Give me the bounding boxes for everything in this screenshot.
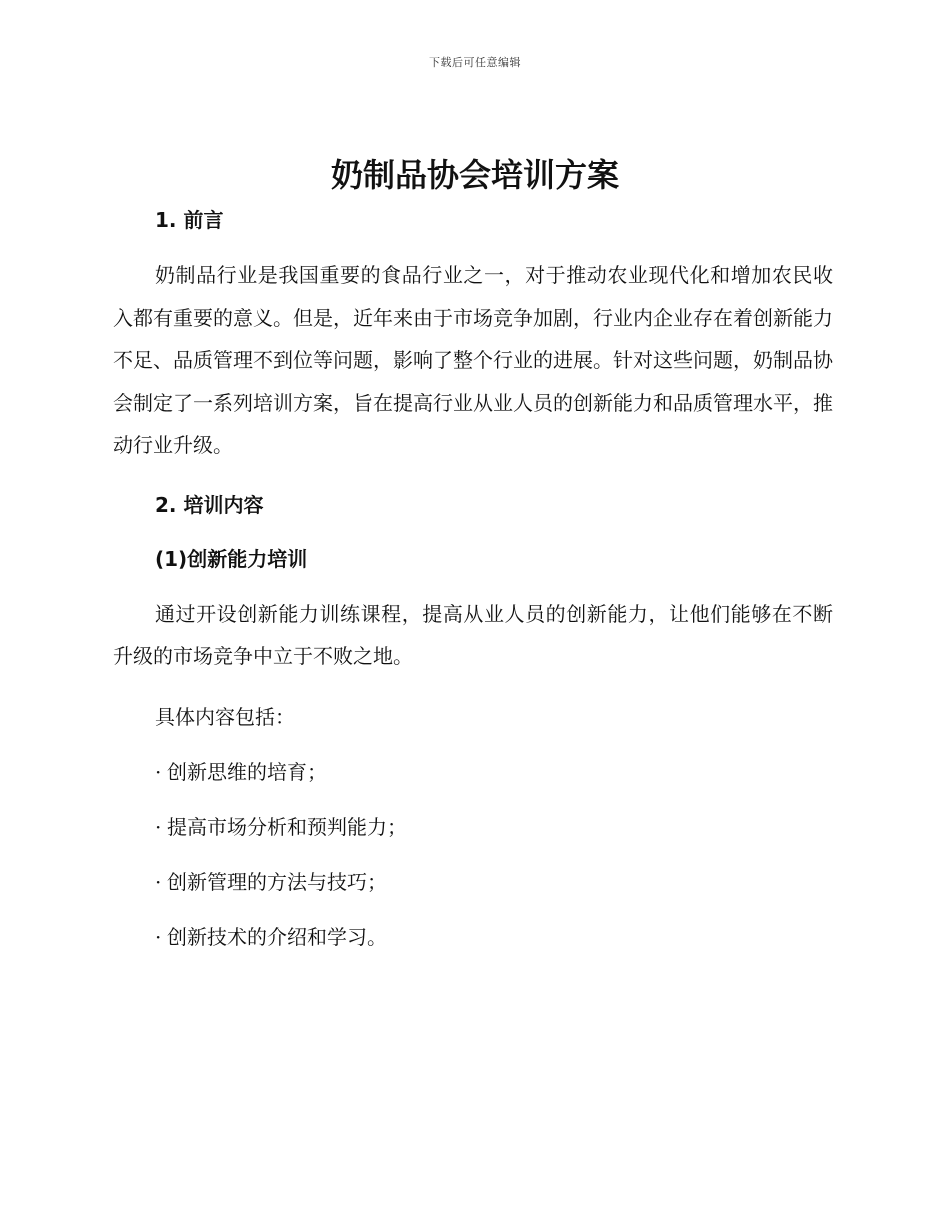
- list-item: · 创新管理的方法与技巧；: [155, 861, 833, 903]
- list-item: · 创新思维的培育；: [155, 751, 833, 793]
- list-intro: 具体内容包括：: [155, 704, 295, 729]
- document-body: [113, 204, 833, 971]
- bullet-icon: ·: [155, 815, 162, 839]
- preface-paragraph: 奶制品行业是我国重要的食品行业之一，对于推动农业现代化和增加农民收入都有重要的意义。但是，近年来由于市场竞争加剧，行业内企业存在着创新能力不足、品质管理不到位等问题，影响了整个行业的进展。针对这些问题，奶制品协会制定了一系列培训方案，旨在提高行业从业人员的创新能力和品质管理水平，推动行业升级。: [113, 263, 833, 457]
- bullet-icon: ·: [155, 870, 162, 894]
- header-note: 下载后可任意编辑: [429, 56, 521, 69]
- document-title: 奶制品协会培训方案: [330, 156, 619, 194]
- section-heading-preface: 1. 前言: [155, 208, 224, 232]
- innovation-paragraph: 通过开设创新能力训练课程，提高从业人员的创新能力，让他们能够在不断升级的市场竞争中立于不败之地。: [113, 601, 833, 668]
- subheading-innovation-training: (1)创新能力培训: [155, 546, 308, 571]
- list-item: · 提高市场分析和预判能力；: [155, 806, 833, 848]
- bullet-icon: ·: [155, 925, 162, 949]
- section-heading-training-content: 2. 培训内容: [155, 492, 264, 517]
- list-item: · 创新技术的介绍和学习。: [155, 916, 833, 958]
- bullet-icon: ·: [155, 760, 162, 784]
